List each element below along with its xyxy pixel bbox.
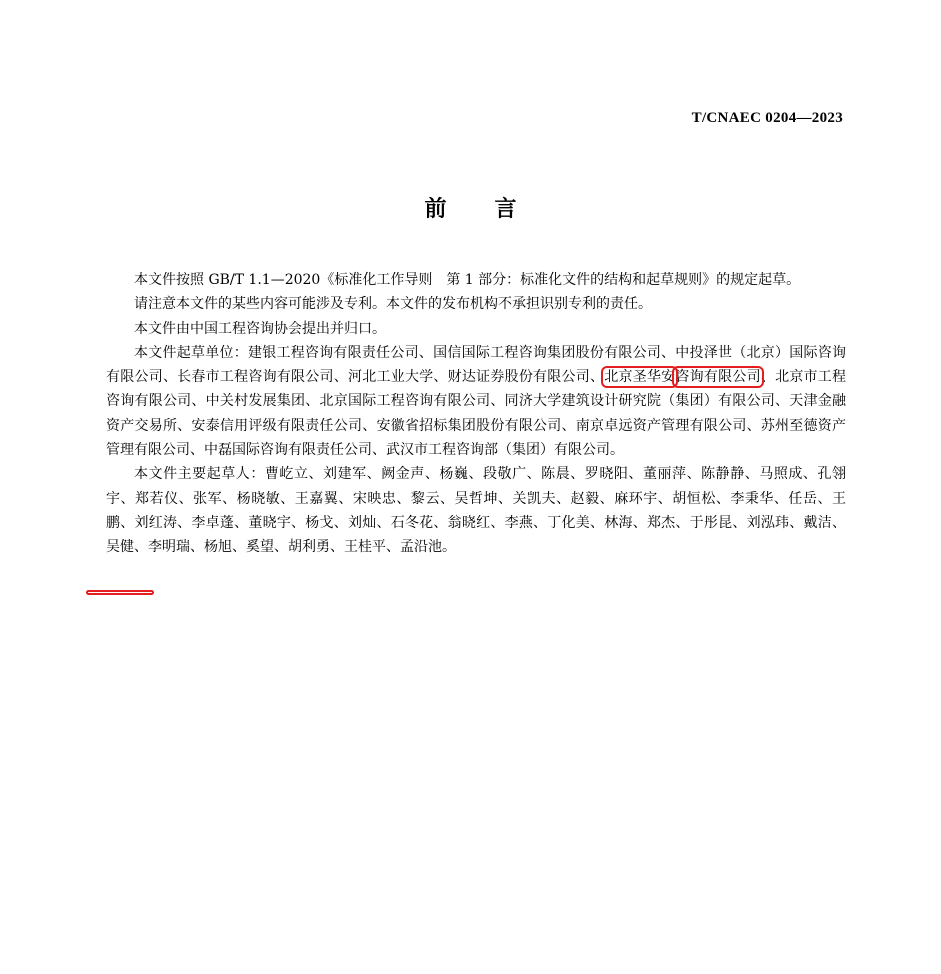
paragraph-standard-basis: 本文件按照 GB/T 1.1—2020《标准化工作导则 第 1 部分：标准化文件的结构和起草规则》的规定起草。 [134,272,801,288]
paragraph-proposer: 本文件由中国工程咨询协会提出并归口。 [134,320,386,337]
drafting-units-text-2: 、北京市工程咨询有限公司、中关村发展集团、北京国际工程咨询有限公司、同济大学建筑设计研究院（集团）有限公司、天津金融资产交易所、安泰信用评级有限责任公司、安徽省招标集团股份有限公司、南京卓远资产管理有限公司、苏州至德资产管理有限公司、中磊国际咨询有限责任公司、武汉市工程咨询部（集团）有限公司。 [106,369,847,459]
paragraph-patent-notice: 请注意本文件的某些内容可能涉及专利。本文件的发布机构不承担识别专利的责任。 [134,296,652,313]
highlighted-unit-part-2: 咨询有限公司 [675,369,761,386]
paragraph-drafters: 本文件主要起草人：曹屹立、刘建军、阙金声、杨巍、段敬广、陈晨、罗晓阳、董丽萍、陈静静、马照成、孔翎宇、郑若仪、张军、杨晓敏、王嘉翼、宋映忠、黎云、吴哲坤、关凯夫、赵毅、麻环宇、胡恒松、李秉华、任岳、王鹏、刘红涛、李卓蓬、董晓宇、杨戈、刘灿、石冬花、翁晓红、李燕、丁化美、林海、郑杰、于彤昆、刘泓玮、戴洁、吴健、李明瑞、杨旭、奚望、胡利勇、王桂平、孟沿池。 [106,466,846,556]
red-underline-mark [86,590,154,595]
page-title: 前言 [424,197,565,222]
foreword-body [106,268,846,560]
document-code: T/CNAEC 0204—2023 [691,110,843,126]
paragraph-drafting-units [106,341,846,462]
highlighted-unit-part-1: 北京圣华安 [604,369,676,386]
drafting-units-text-1: 本文件起草单位：建银工程咨询有限责任公司、国信国际工程咨询集团股份有限公司、中投泽世（北京）国际咨询有限公司、长春市工程咨询有限公司、河北工业大学、财达证券股份有限公司、 [106,344,846,386]
